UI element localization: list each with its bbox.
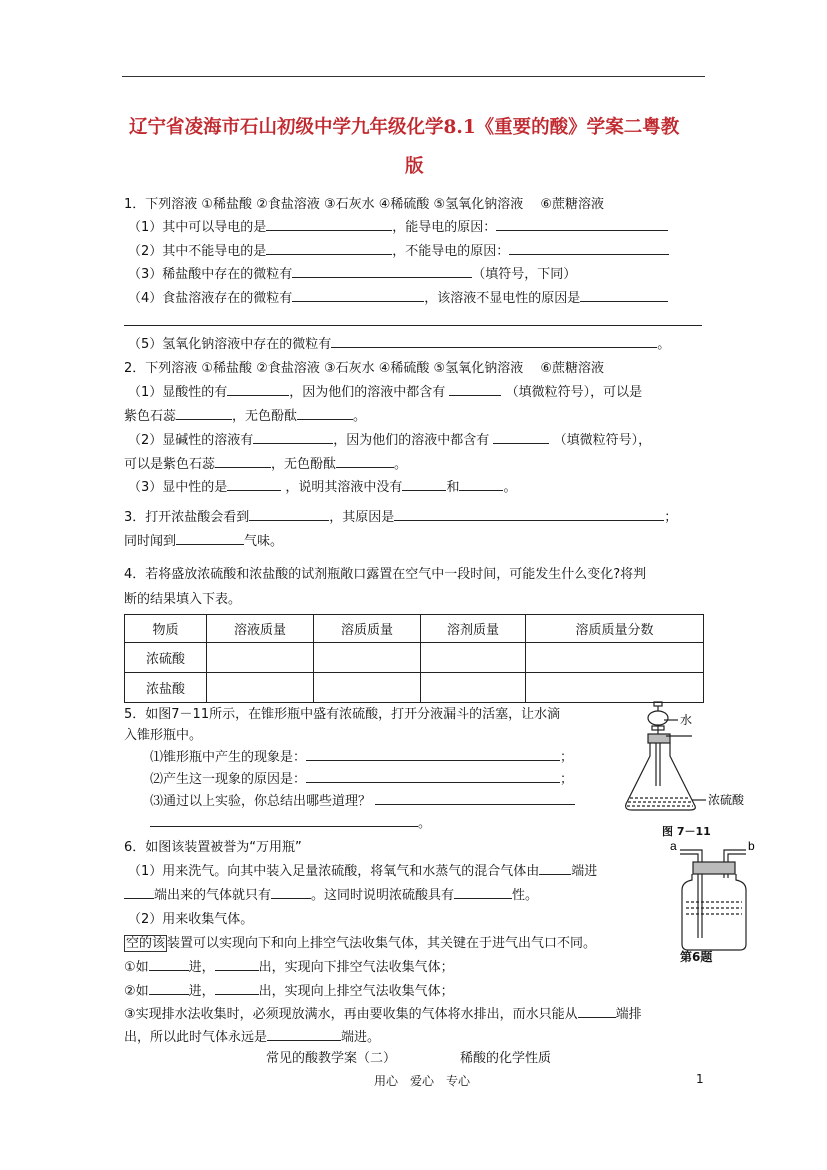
q6-title: 6．如图该装置被誉为“万用瓶” <box>124 840 302 855</box>
q2-sub2-note: （填微粒符号）， <box>553 433 652 448</box>
q4-line1: 4．若将盛放浓硫酸和浓盐酸的试剂瓶敞口露置在空气中一段时间，可能发生什么变化?将判 <box>124 567 647 582</box>
table-cell[interactable] <box>421 673 526 703</box>
answer-blank[interactable] <box>292 264 472 278</box>
q6-sub2-desc <box>124 932 596 951</box>
table-row <box>125 673 704 703</box>
q6-option1 <box>124 956 454 975</box>
table-cell[interactable] <box>314 643 421 673</box>
q5-sub1-end: ； <box>560 750 574 765</box>
q6-opt3-a: ③实现排水法收集时，必须现放满水，再由要收集的气体将水排出，而水只能从 <box>124 1007 578 1022</box>
q2-sub3-end: 。 <box>503 480 517 495</box>
q6-option3-cont <box>124 1026 380 1045</box>
page-number: 1 <box>696 1072 704 1086</box>
table-row-label: 浓盐酸 <box>125 673 207 703</box>
answer-blank[interactable] <box>124 885 154 899</box>
fig-acid-label: 浓硫酸 <box>708 793 745 807</box>
q6-option2 <box>124 980 454 999</box>
q3-reason: ，其原因是 <box>329 510 395 525</box>
q6-opt1-a: ①如 <box>124 960 149 975</box>
answer-blank[interactable] <box>253 430 333 444</box>
q1-sub3-note: （填符号，下同） <box>472 267 577 282</box>
answer-line[interactable] <box>124 325 702 326</box>
q2-sub1-line1 <box>128 381 642 400</box>
table-header: 溶液质量 <box>207 615 314 643</box>
answer-blank[interactable] <box>509 241 669 255</box>
answer-blank[interactable] <box>297 406 353 420</box>
page-title-line1: 辽宁省凌海市石山初级中学九年级化学8.1《重要的酸》学案二粤教 <box>129 117 680 138</box>
q2-sub1-line2 <box>124 405 366 424</box>
q2-sub3-reason: ，说明其溶液中没有 <box>285 480 403 495</box>
q2-sub2-litmus: 可以是紫色石蕊 <box>124 457 216 472</box>
table-cell[interactable] <box>421 643 526 673</box>
q5-sub3-cont <box>150 812 431 831</box>
table-cell[interactable] <box>207 673 314 703</box>
answer-blank[interactable] <box>215 981 259 995</box>
q1-sub1-label: （1）其中可以导电的是 <box>128 220 267 235</box>
q2-stem: 2．下列溶液 ①稀盐酸 ②食盐溶液 ③石灰水 ④稀硫酸 ⑤氢氧化钠溶液 ⑥蔗糖溶液 <box>124 361 604 376</box>
q5-sub3 <box>150 790 575 809</box>
q3-label: 3．打开浓盐酸会看到 <box>124 510 250 525</box>
q2-sub2-phenol: ，无色酚酞 <box>271 457 337 472</box>
q3-line2 <box>124 530 283 549</box>
q2-sub3-label: （3）显中性的是 <box>128 480 228 495</box>
q6-sub1-end: 性。 <box>512 888 539 903</box>
answer-blank[interactable] <box>149 981 189 995</box>
q2-sub1-end: 。 <box>353 409 367 424</box>
q2-sub2-line1 <box>128 429 651 448</box>
table-cell[interactable] <box>314 673 421 703</box>
q4-line2: 断的结果填入下表。 <box>124 592 242 607</box>
table-cell[interactable] <box>526 673 704 703</box>
q1-sub3-label: （3）稀盐酸中存在的微粒有 <box>128 267 293 282</box>
answer-blank[interactable] <box>496 217 668 231</box>
answer-blank[interactable] <box>539 861 571 875</box>
q5-sub2-label: ⑵产生这一现象的原因是： <box>150 772 307 787</box>
answer-blank[interactable] <box>292 288 424 302</box>
answer-blank[interactable] <box>578 1004 616 1018</box>
answer-blank[interactable] <box>227 382 289 396</box>
answer-blank[interactable] <box>267 1027 341 1041</box>
q2-sub1-note: （填微粒符号），可以是 <box>505 385 643 400</box>
q1-sub2-reason: ，不能导电的原因： <box>392 244 510 259</box>
q6-opt2-c: 出，实现向上排空气法收集气体； <box>258 984 454 999</box>
q6-opt2-a: ②如 <box>124 984 149 999</box>
answer-blank[interactable] <box>454 885 512 899</box>
answer-blank[interactable] <box>215 454 271 468</box>
q1-sub5-end: 。 <box>657 337 671 352</box>
answer-blank[interactable] <box>249 507 329 521</box>
table-cell[interactable] <box>207 643 314 673</box>
q1-sub1 <box>128 216 668 235</box>
q5-sub2-end: ； <box>560 772 574 787</box>
q2-sub2-end: 。 <box>394 457 408 472</box>
answer-blank[interactable] <box>266 241 392 255</box>
table-header: 溶剂质量 <box>421 615 526 643</box>
q2-sub1-reason: ，因为他们的溶液中都含有 <box>289 385 446 400</box>
q6-sub1-line2 <box>124 884 538 903</box>
q2-sub1-phenol: ，无色酚酞 <box>232 409 298 424</box>
answer-blank[interactable] <box>176 531 244 545</box>
q6-boxed-text: 空的该 <box>126 936 166 951</box>
q2-sub1-label: （1）显酸性的有 <box>128 385 228 400</box>
q6-opt1-b: 进， <box>188 960 215 975</box>
answer-blank[interactable] <box>493 430 549 444</box>
table-row <box>125 643 704 673</box>
answer-blank[interactable] <box>394 507 664 521</box>
q3-smell-label: 同时闻到 <box>124 534 177 549</box>
answer-blank[interactable] <box>375 791 575 805</box>
q6-sub2: （2）用来收集气体。 <box>128 912 254 927</box>
q1-sub4-label: （4）食盐溶液存在的微粒有 <box>128 291 293 306</box>
answer-blank[interactable] <box>306 769 560 783</box>
footer-motto: 用心 爱心 专心 <box>374 1074 471 1088</box>
table-header: 溶质质量 <box>314 615 421 643</box>
answer-blank[interactable] <box>449 382 501 396</box>
q2-sub3 <box>128 476 516 495</box>
q6-sub1-text: （1）用来洗气。向其中装入足量浓硫酸，将氧气和水蒸气的混合气体由 <box>128 864 540 879</box>
fig-711-caption: 图 7－11 <box>662 825 711 838</box>
q1-stem: 1．下列溶液 ①稀盐酸 ②食盐溶液 ③石灰水 ④稀硫酸 ⑤氢氧化钠溶液 ⑥蔗糖溶液 <box>124 197 604 212</box>
q1-sub1-reason: ，能导电的原因： <box>392 220 497 235</box>
q1-sub4 <box>128 287 668 306</box>
table-header: 物质 <box>125 615 207 643</box>
q6-option3 <box>124 1003 642 1022</box>
q6-opt2-b: 进， <box>188 984 215 999</box>
q6-opt3-d: 端进。 <box>341 1030 381 1045</box>
table-header: 溶质质量分数 <box>526 615 704 643</box>
answer-blank[interactable] <box>176 406 232 420</box>
q6-sub2-text: 装置可以实现向下和向上排空气法收集气体，其关键在于进气出气口不同。 <box>167 936 597 951</box>
fig-port-a: a <box>670 839 677 853</box>
fig-q6-caption: 第6题 <box>680 950 713 964</box>
q4-table <box>124 614 704 703</box>
q1-sub5-label: （5）氢氧化钠溶液中存在的微粒有 <box>128 337 332 352</box>
answer-blank[interactable] <box>580 288 668 302</box>
answer-blank[interactable] <box>459 477 503 491</box>
q2-sub2-reason: ，因为他们的溶液中都含有 <box>333 433 490 448</box>
answer-blank[interactable] <box>215 957 259 971</box>
q3-line1 <box>124 506 677 525</box>
next-section-right: 稀酸的化学性质 <box>460 1051 552 1066</box>
q6-opt3-c: 出，所以此时气体永远是 <box>124 1030 268 1045</box>
q2-sub2-line2 <box>124 453 407 472</box>
page-title-line2: 版 <box>405 156 424 177</box>
q1-sub4-reason: ，该溶液不显电性的原因是 <box>424 291 581 306</box>
table-header-row <box>125 615 704 643</box>
answer-blank[interactable] <box>150 813 418 827</box>
q1-sub5 <box>128 333 670 352</box>
q6-opt3-b: 端排 <box>615 1007 642 1022</box>
q1-sub3 <box>128 263 576 282</box>
fig-port-b: b <box>748 839 755 853</box>
answer-blank[interactable] <box>306 747 560 761</box>
q6-sub1-property: 。这同时说明浓硫酸具有 <box>311 888 455 903</box>
q3-smell-end: 气味。 <box>244 534 284 549</box>
answer-blank[interactable] <box>266 217 392 231</box>
q1-sub2-label: （2）其中不能导电的是 <box>128 244 267 259</box>
answer-blank[interactable] <box>336 454 394 468</box>
table-cell[interactable] <box>526 643 704 673</box>
answer-blank[interactable] <box>402 477 446 491</box>
q6-sub1-in: 端进 <box>571 864 598 879</box>
flask-diagram <box>620 700 770 840</box>
q2-sub1-litmus: 紫色石蕊 <box>124 409 177 424</box>
q5-sub2 <box>150 768 573 787</box>
q3-end: ； <box>664 510 678 525</box>
answer-blank[interactable] <box>271 885 311 899</box>
q2-sub3-and: 和 <box>446 480 460 495</box>
answer-blank[interactable] <box>227 477 281 491</box>
next-section-left: 常见的酸教学案（二） <box>266 1051 397 1066</box>
q6-opt1-c: 出，实现向下排空气法收集气体； <box>258 960 454 975</box>
q6-sub1-out: 端出来的气体就只有 <box>154 888 272 903</box>
q1-sub2 <box>128 240 669 259</box>
fig-water-label: 水 <box>680 713 693 727</box>
q5-sub1 <box>150 746 573 765</box>
table-row-label: 浓硫酸 <box>125 643 207 673</box>
gas-bottle-diagram <box>666 836 776 966</box>
header-rule <box>122 76 705 77</box>
answer-blank[interactable] <box>149 957 189 971</box>
q5-sub1-label: ⑴锥形瓶中产生的现象是： <box>150 750 307 765</box>
q6-sub1-line1 <box>128 860 597 879</box>
q5-line1: 5．如图7－11所示，在锥形瓶中盛有浓硫酸，打开分液漏斗的活塞，让水滴 <box>124 707 561 722</box>
q5-line2: 入锥形瓶中。 <box>124 728 203 743</box>
q5-end: 。 <box>418 816 432 831</box>
q2-sub2-label: （2）显碱性的溶液有 <box>128 433 254 448</box>
answer-blank[interactable] <box>331 334 657 348</box>
q5-sub3-label: ⑶通过以上实验，你总结出哪些道理？ <box>150 794 372 809</box>
